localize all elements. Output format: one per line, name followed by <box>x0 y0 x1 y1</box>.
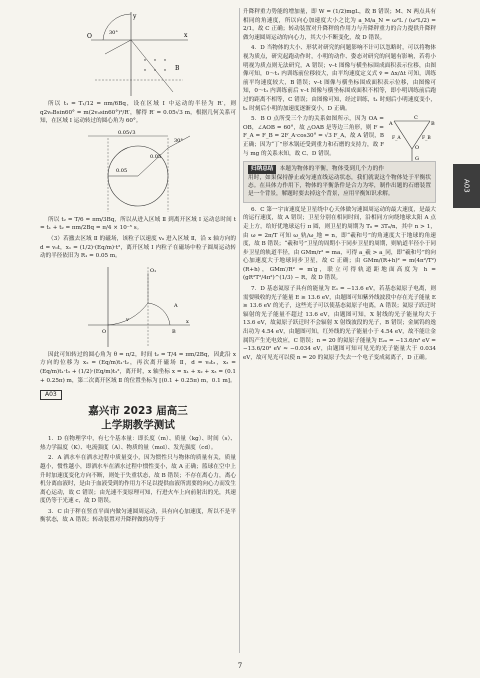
column-divider <box>239 8 240 653</box>
fig-label-o1: O₁ <box>150 267 157 274</box>
paragraph: 所以 t₁ = T₁/12 = πm/6Bq，设在区域 Ⅰ 中运动的半径为 R′，则 q2v₀Bsin60° = m(2v₀sin60°)²/R′，解得 R′ = 0.05√3 m，根据几何关系可知，在区域 Ⅰ 运动转过的圆心角为 60°。 <box>40 101 236 125</box>
left-column <box>40 8 236 527</box>
paragraph: 5．B O 点所受三个力的关系如图所示，因为 OA = OB，∠AOB = 60°，故 △OAB 是等边三角形，则 F = F_A = F_B = 2F_A·cos30° = √3 F_A，故 A 错误，B 正确；因为“丁”形木锅还受到重力和石磨的支持力，故 F 与 mg 的关系未知，故 C、D 错误。 <box>243 116 384 157</box>
fig-label-origin: O <box>87 33 92 40</box>
summary-text: 本题为物体的平衡，物体受到几个力的作用时，如果保持静止或匀速直线运动状态，我们就说这个物体处于平衡状态。在具体力作用下，物体的平衡条件是合力为零，制作出题的石磨装置是一个背景，解题时要去掉这个背景，应用平衡知识求解。 <box>248 166 431 198</box>
section-tag: A03 <box>40 390 62 400</box>
section-title <box>40 404 236 432</box>
force-diagram <box>388 115 436 163</box>
fig-label-x: x <box>184 32 188 39</box>
paragraph: （3）若撤去区域 Ⅱ 的磁场，该粒子以速度 v₀ 进入区域 Ⅱ，沿 x 轴方向的 d = v₀t，x₁ = (1/2)·(Eq/m)·t²，离开区域 Ⅰ 内粒子在磁场中粒子圆周运动转动的半径依旧为 R₁ = 0.05 m。 <box>40 235 236 260</box>
fig-force-fb: F_B <box>422 136 431 142</box>
fig-label-y: y <box>133 13 137 20</box>
fig-label-b: B <box>175 65 180 72</box>
fig-force-fa: F_A <box>392 136 401 142</box>
fig-label-angle2: 30° <box>174 137 183 144</box>
page-number: 7 <box>237 662 243 670</box>
axes-figure <box>83 10 193 98</box>
fig-label-angle: 30° <box>109 30 118 36</box>
paragraph: 3．C 由于秤在竖直平面内做匀速圆周运动，具有向心加速度，所以不是平衡状态，故 A 错误；转动装置对升降秤做的功等于 <box>40 508 236 524</box>
fig-force-a: A <box>389 121 393 128</box>
fig-label-v: v <box>126 316 129 323</box>
fig-label-a: A <box>174 302 178 309</box>
fig-label-r1: 0.05 <box>116 167 128 174</box>
side-tab: A03 <box>453 164 480 208</box>
section-title-line1: 嘉兴市 2023 届高三 <box>88 405 188 418</box>
fig-label-o: O <box>102 328 107 335</box>
trajectory-figure <box>78 263 198 349</box>
right-column <box>243 8 436 364</box>
fig-label-r2: 0.05 <box>150 153 162 160</box>
paragraph: 升降秤重力势能的增加量，即 W = (1/2)mgL，故 B 错误；M、N 两点具有相同的角速度，所以向心加速度大小之比为 a_M/a_N = ω²L / (ω²L/2) = 2/1，故 C 正确；转动装置对升降秤的作用力与升降秤重力的合力提供升降秤做匀速圆周运动的向心力，其大小不断变化，故 D 错误。 <box>243 9 436 41</box>
fig-force-b: B <box>431 121 435 128</box>
paragraph: 2．A 洒水车在洒水过程中质量变小，因为惯性只与物体的质量有关，质量越小，惯性越小，即洒水车在洒水过程中惯性变小，故 A 正确；篮球在空中上升时加速度变化方向不断，则处于失重状态，故 B 错误；不存在离心力，离心机分离血液时，是由于血液受到的作用力不足以提供血液所需要的向心力而发生离心运动，故 C 错误；由光速不变原理可知，行进火车上向前射出的光，其速度仍等于光速 c，故 D 错误。 <box>40 455 236 505</box>
summary-tag: 归纳总结 <box>248 165 276 173</box>
fig-label-b2: B <box>172 328 176 335</box>
paragraph: 7．D 基态氦原子具有的能量为 E₁ = −13.6 eV，若基态氦原子电离，则需要吸收的光子能量 E ≥ 13.6 eV，由题图可知紫外线波段中存在光子能量 E ≥ 13.6 eV 的光子，这些光子可以使基态氦原子电离，A 错误；氦原子跃迁时辐射的光子能量不超过 13.6 eV，由题图可知，X 射线的光子能量均大于 13.6 eV，故氦原子跃迁时不会辐射 X 射线波段的光子，B 错误；金属钨的逸出功为 4.54 eV，由题图可知，红外线的光子能量小于 4.54 eV，故不能让金属钨产生光电效应，C 错误；n = 20 的氦原子能量为 E₂₀ = −13.6/n² eV = −13.6/20² eV ≈ −0.034 eV，由题图可知可见光的光子能量大于 0.034 eV，故可见光可以使 n = 20 的氦原子失去一个电子变成氦离子，D 正确。 <box>243 286 436 361</box>
paragraph: 4．D 当物体的大小、形状对研究的问题影响不计可以忽略时，可以将物体视为质点，研究起跑动作时，小明的动作、姿态对研究的问题有影响，若将小明视为质点则无法研究，A 错误；v–t 图像与横坐标围成面积表示位移，由图像可知，0～t₁ 内训练前位移较大，由平均速度定义式 v̄ = Δx/Δt 可知，训练前平均速度较大，B 错误；v–t 图像与横坐标围成面积表示位移，由图像可知，0～t₁ 内训练前后 v–t 图像与横坐标围成面积不相等，即小明训练前后跑过的距离不相等，C 错误；由图像可知，经过训练，t₁ 时刻后小明速度变小，t₂ 时刻后小明的加速度逐渐变小，D 正确。 <box>243 45 436 112</box>
fig-force-o: O <box>415 145 420 152</box>
section-title-line2: 上学期教学测试 <box>101 419 175 432</box>
paragraph: 因此可知转过的圆心角为 θ = π/2，时间 t₂ = T/4 = πm/2Bq，因此沿 x 方向的位移为 x₂ = (Eq/m)t₁·t₂，再次离开磁场 Ⅱ，d = v₀t₃，x₃ = (Eq/m)t₁·t₃ + (1/2)·(Eq/m)t₃²，离开时，x 轴坐标 x = x₁ + x₂ + x₃ = (0.1 + 0.25π) m，第二次离开区域 Ⅱ 的位置坐标为 [(0.1 + 0.25π) m，0.1 m]。 <box>40 351 236 384</box>
fig-force-c: C <box>414 115 418 122</box>
paragraph: 所以 t₂ = T/6 = πm/3Bq，所以从进入区域 Ⅱ 到离开区域 Ⅰ 运动总时间 t = t₁ + t₂ = πm/2Bq = π/4 × 10⁻⁵ s。 <box>40 216 236 232</box>
paragraph: 6．C 第一宇宙速度是卫星绕中心天体做匀速圆周运动的最大速度，是最大的运行速度，故 A 错误；卫星分别在相同时间，沿相同方向绕地球太阳 A 点走上方，给好优地球运行 π 圆，则卫星的周期为 T₀ = 3T₀/n，其中 n > 1，由 ω = 2π/T 可知 ω_轨/ω_地 = n，即“羲和号”的角速度大于地球的角速度，故 B 错误；“羲和号”卫星的周期小于同步卫星的周期，则轨道半径小于同步卫星的轨道半径，由 GMm/r² = ma，可得 a_羲 > a_同，即“羲和号”的向心加速度大于地球同步卫星，故 C 正确；由 GMm/(R+h)² = m(4π²/T²)(R+h)，GMm′/R² = m′g，联立可得轨道距地面高度为 h = (gR²T²/4π²)^(1/3) − R，故 D 错误。 <box>243 206 436 282</box>
paragraph: 1．D 在物理学中，有七个基本量：即长度（m）、质量（kg）、时间（s）、热力学温度（K）、电流强度（A）、物质的量（mol）、发光强度（cd）。 <box>40 436 236 451</box>
summary-box <box>243 161 436 203</box>
q5-block <box>243 115 436 163</box>
fig-force-g: G <box>415 156 419 163</box>
fig-label-dim: 0.05√3 <box>118 129 136 136</box>
circle-figure <box>78 128 198 214</box>
fig-label-x2: x <box>186 318 189 325</box>
